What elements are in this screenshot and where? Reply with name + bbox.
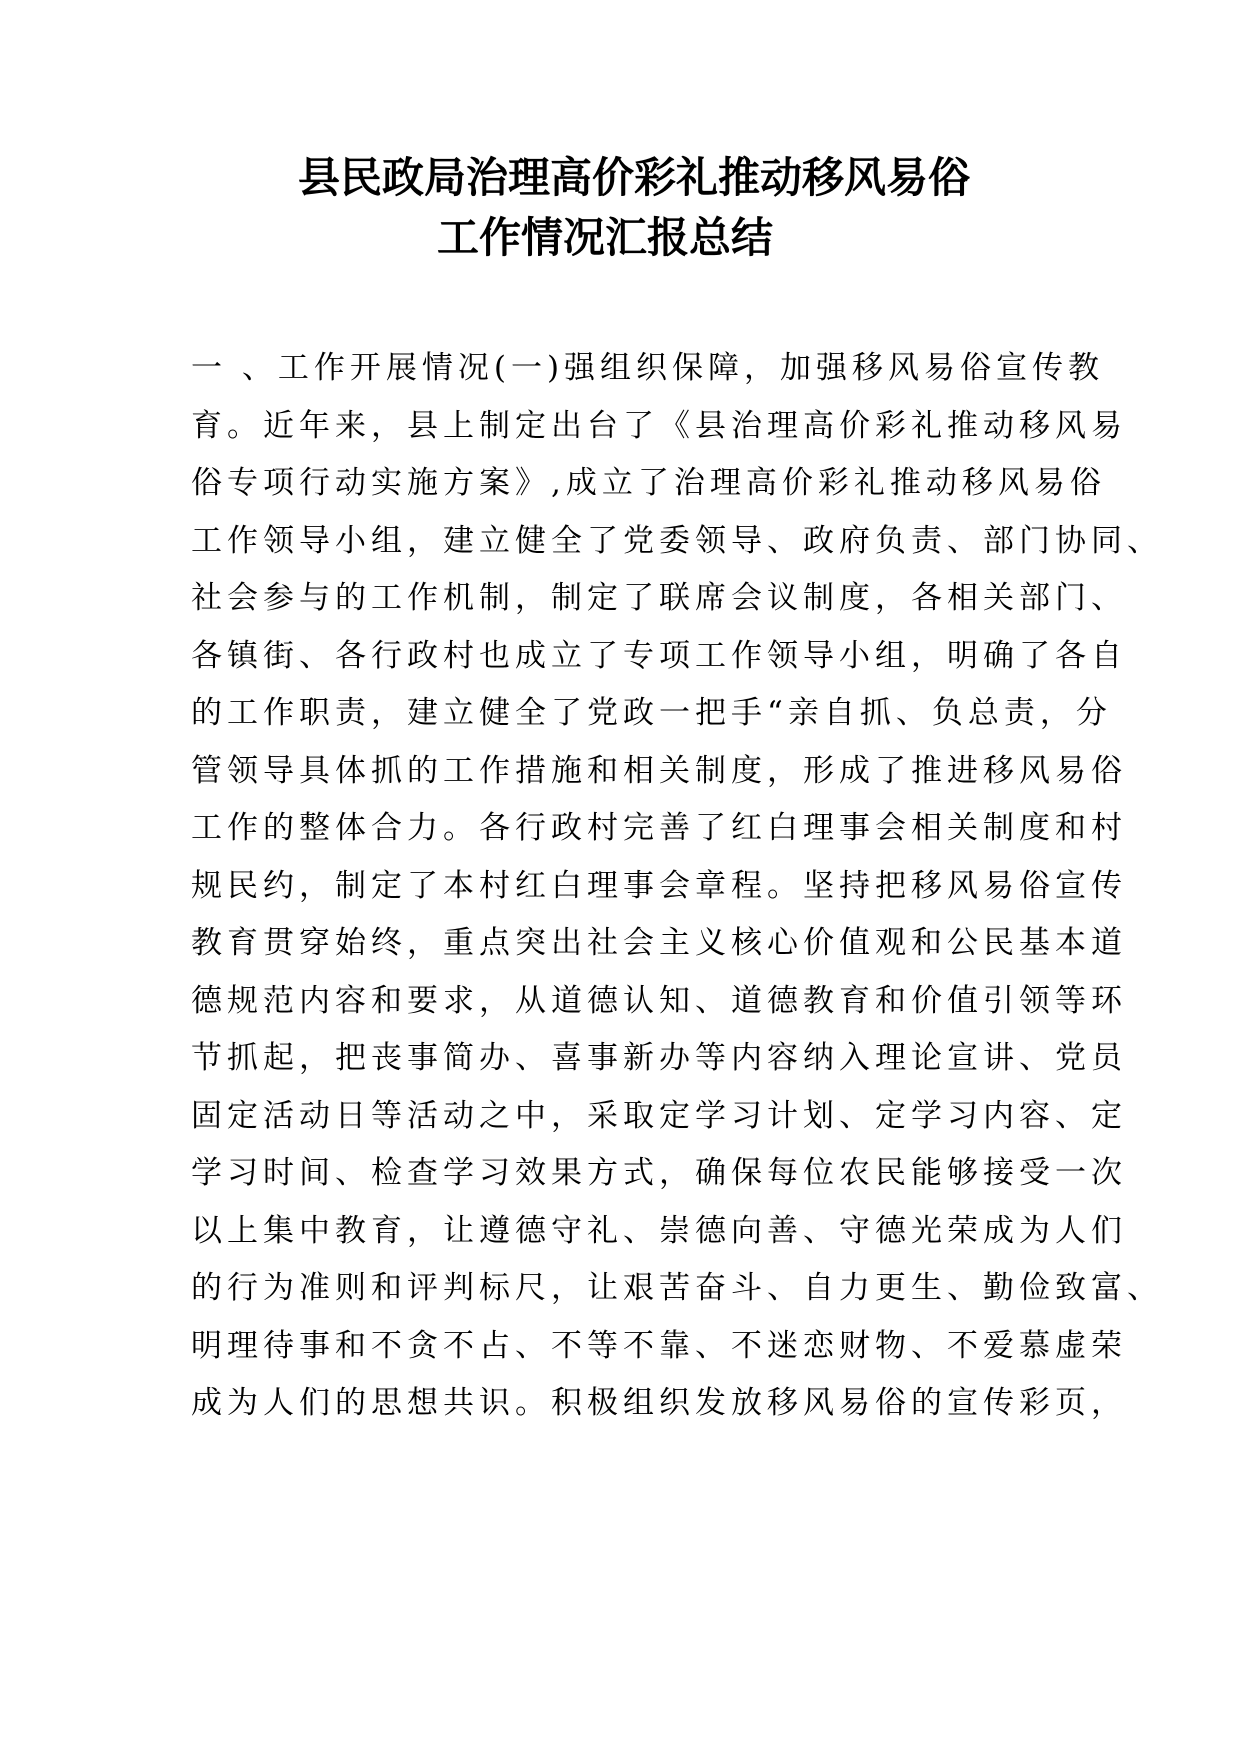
body-line: 以上集中教育，让遵德守礼、崇德向善、守德光荣成为人们 — [191, 1212, 1127, 1249]
body-line: 的行为准则和评判标尺，让艰苦奋斗、自力更生、勤俭致富、 — [191, 1270, 1163, 1306]
body-line: 固定活动日等活动之中，采取定学习计划、定学习内容、定 — [191, 1097, 1127, 1134]
body-line: 明理待事和不贪不占、不等不靠、不迷恋财物、不爱慕虚荣 — [191, 1327, 1127, 1364]
body-line: 德规范内容和要求，从道德认知、道德教育和价值引领等环 — [191, 982, 1127, 1019]
body-line: 各镇街、各行政村也成立了专项工作领导小组，明确了各自 — [191, 637, 1127, 674]
body-line: 工作的整体合力。各行政村完善了红白理事会相关制度和村 — [191, 810, 1127, 846]
document-title — [0, 148, 1240, 268]
body-line: 管领导具体抓的工作措施和相关制度，形成了推进移风易俗 — [191, 752, 1127, 789]
body-line: 教育贯穿始终，重点突出社会主义核心价值观和公民基本道 — [191, 925, 1127, 961]
body-line: 育。近年来，县上制定出台了《县治理高价彩礼推动移风易 — [191, 407, 1127, 444]
body-line: 一 、工作开展情况(一)强组织保障，加强移风易俗宣传教 — [191, 350, 1105, 386]
body-line: 俗专项行动实施方案》,成立了治理高价彩礼推动移风易俗 — [191, 465, 1106, 501]
body-line: 的工作职责，建立健全了党政一把手“亲自抓、负总责，分 — [191, 695, 1112, 731]
body-line: 规民约，制定了本村红白理事会章程。坚持把移风易俗宣传 — [191, 867, 1127, 904]
body-line: 社会参与的工作机制，制定了联席会议制度，各相关部门、 — [191, 580, 1127, 616]
title-line-2: 工作情况汇报总结 — [437, 213, 774, 262]
body-line: 节抓起，把丧事简办、喜事新办等内容纳入理论宣讲、党员 — [191, 1040, 1127, 1076]
title-line-1: 县民政局治理高价彩礼推动移风易俗 — [298, 153, 971, 202]
body-line: 成为人们的思想共识。积极组织发放移风易俗的宣传彩页， — [191, 1385, 1127, 1421]
body-line: 工作领导小组，建立健全了党委领导、政府负责、部门协同、 — [191, 522, 1163, 559]
document-body — [191, 340, 1163, 1433]
body-line: 学习时间、检查学习效果方式，确保每位农民能够接受一次 — [191, 1155, 1127, 1191]
